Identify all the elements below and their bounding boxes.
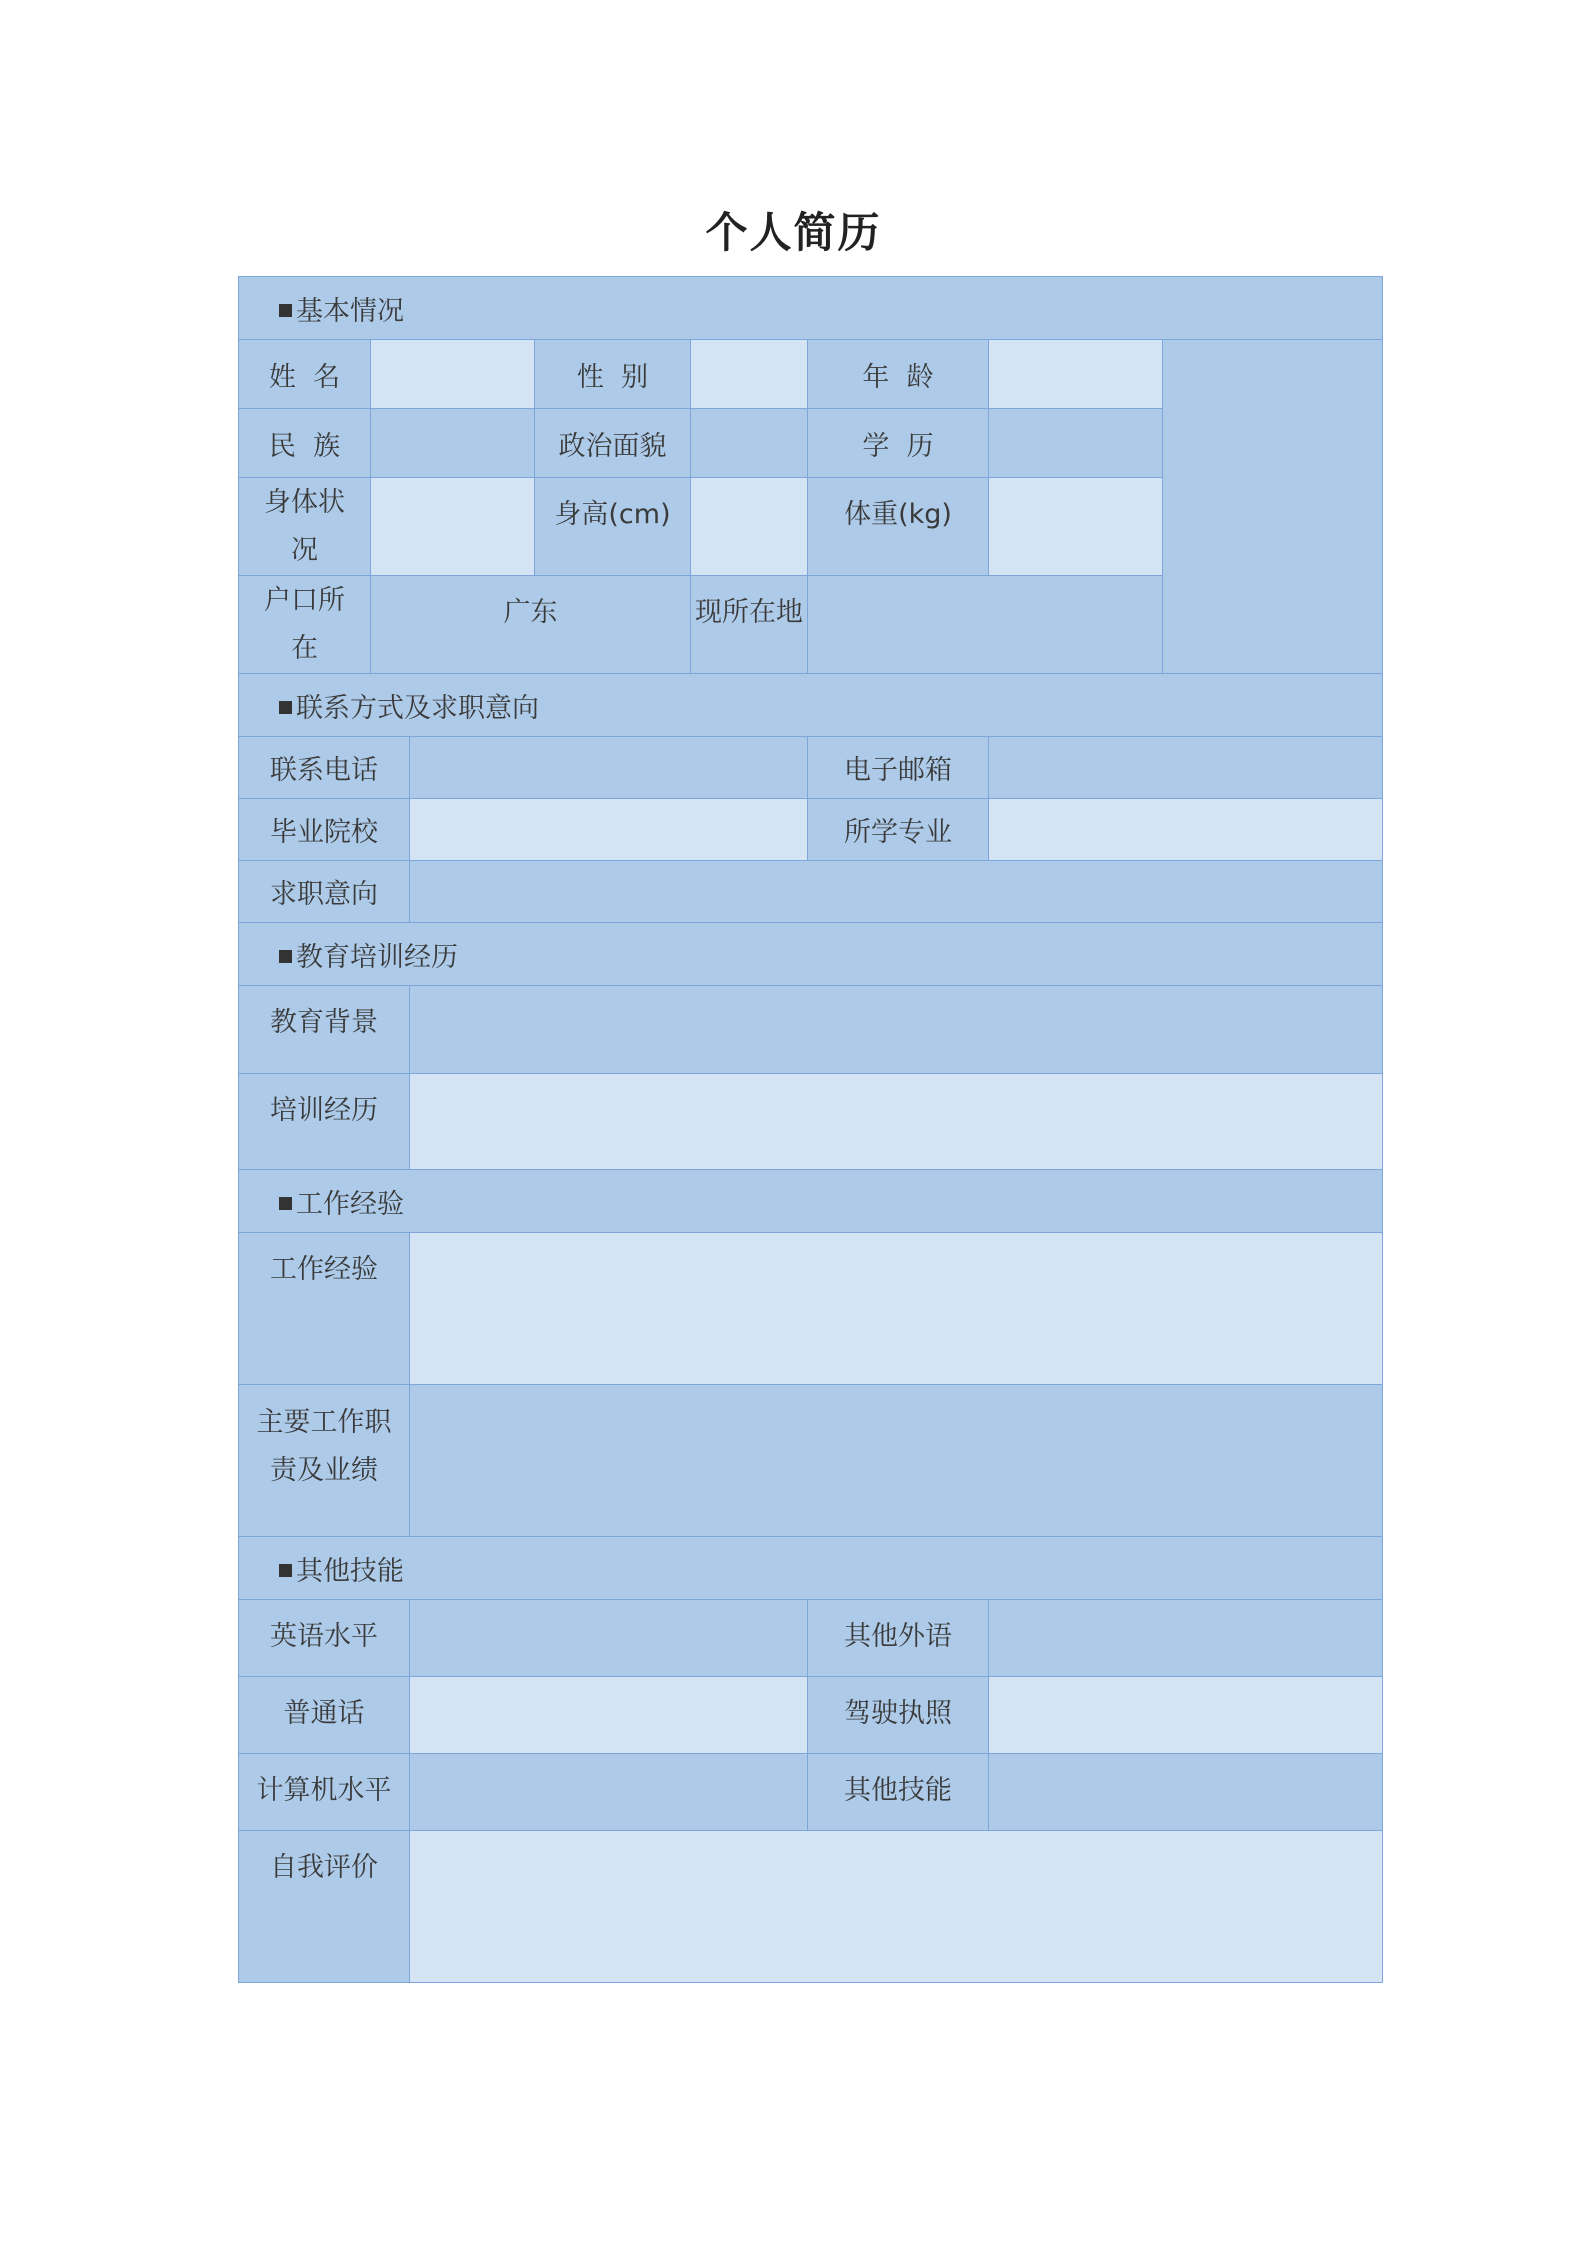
- section-header-work: [239, 1170, 1383, 1233]
- health-label-line2: 况: [291, 534, 318, 566]
- other-skills-field[interactable]: [989, 1754, 1383, 1831]
- other-language-field[interactable]: [989, 1600, 1383, 1677]
- political-label: 政治面貌: [535, 409, 691, 478]
- english-label: 英语水平: [239, 1600, 410, 1677]
- hukou-field[interactable]: 广东: [371, 576, 691, 674]
- major-field[interactable]: [989, 799, 1383, 861]
- mandarin-label: 普通话: [239, 1677, 410, 1754]
- section-title: 联系方式及求职意向: [296, 692, 539, 724]
- driving-license-field[interactable]: [989, 1677, 1383, 1754]
- weight-label: 体重(kg): [808, 478, 989, 576]
- section-header-basic: [239, 277, 1383, 340]
- email-field[interactable]: [989, 737, 1383, 799]
- school-label: 毕业院校: [239, 799, 410, 861]
- name-label: 姓 名: [239, 340, 371, 409]
- school-field[interactable]: [410, 799, 808, 861]
- degree-field[interactable]: [989, 409, 1163, 478]
- ethnicity-field[interactable]: [371, 409, 535, 478]
- square-bullet-icon: [279, 1197, 292, 1210]
- political-field[interactable]: [691, 409, 808, 478]
- age-label: 年 龄: [808, 340, 989, 409]
- duties-label-line1: 主要工作职: [256, 1407, 392, 1438]
- phone-label: 联系电话: [239, 737, 410, 799]
- section-title: 基本情况: [296, 295, 404, 327]
- section-header-skills: [239, 1537, 1383, 1600]
- height-field[interactable]: [691, 478, 808, 576]
- computer-level-field[interactable]: [410, 1754, 808, 1831]
- section-header-education: [239, 923, 1383, 986]
- work-experience-field[interactable]: [410, 1233, 1383, 1385]
- page-title: 个人简历: [705, 208, 882, 257]
- training-label: 培训经历: [239, 1074, 410, 1170]
- residence-field[interactable]: [808, 576, 1163, 674]
- hukou-label-line2: 在: [291, 632, 318, 664]
- hukou-label-line1: 户口所: [264, 584, 345, 616]
- email-label: 电子邮箱: [808, 737, 989, 799]
- training-field[interactable]: [410, 1074, 1383, 1170]
- gender-label: 性 别: [535, 340, 691, 409]
- health-field[interactable]: [371, 478, 535, 576]
- phone-field[interactable]: [410, 737, 808, 799]
- driving-license-label: 驾驶执照: [808, 1677, 989, 1754]
- duties-label-line2: 责及业绩: [270, 1455, 378, 1486]
- education-background-field[interactable]: [410, 986, 1383, 1074]
- major-label: 所学专业: [808, 799, 989, 861]
- self-evaluation-label: 自我评价: [239, 1831, 410, 1983]
- residence-label: 现所在地: [691, 576, 808, 674]
- intent-label: 求职意向: [239, 861, 410, 923]
- resume-table: [238, 276, 1383, 1983]
- duties-label: [239, 1385, 410, 1537]
- photo-area[interactable]: [1163, 340, 1383, 674]
- other-language-label: 其他外语: [808, 1600, 989, 1677]
- self-evaluation-field[interactable]: [410, 1831, 1383, 1983]
- square-bullet-icon: [279, 304, 292, 317]
- gender-field[interactable]: [691, 340, 808, 409]
- age-field[interactable]: [989, 340, 1163, 409]
- health-label-line1: 身体状: [264, 486, 345, 518]
- computer-level-label: 计算机水平: [239, 1754, 410, 1831]
- square-bullet-icon: [279, 701, 292, 714]
- english-field[interactable]: [410, 1600, 808, 1677]
- intent-field[interactable]: [410, 861, 1383, 923]
- weight-field[interactable]: [989, 478, 1163, 576]
- other-skills-label: 其他技能: [808, 1754, 989, 1831]
- education-background-label: 教育背景: [239, 986, 410, 1074]
- ethnicity-label: 民 族: [239, 409, 371, 478]
- section-title: 其他技能: [296, 1555, 404, 1587]
- section-header-contact: [239, 674, 1383, 737]
- name-field[interactable]: [371, 340, 535, 409]
- section-title: 工作经验: [296, 1188, 404, 1220]
- square-bullet-icon: [279, 1564, 292, 1577]
- mandarin-field[interactable]: [410, 1677, 808, 1754]
- section-title: 教育培训经历: [296, 941, 458, 973]
- duties-field[interactable]: [410, 1385, 1383, 1537]
- work-experience-label: 工作经验: [239, 1233, 410, 1385]
- degree-label: 学 历: [808, 409, 989, 478]
- height-label: 身高(cm): [535, 478, 691, 576]
- square-bullet-icon: [279, 950, 292, 963]
- health-label: [239, 478, 371, 576]
- hukou-label: [239, 576, 371, 674]
